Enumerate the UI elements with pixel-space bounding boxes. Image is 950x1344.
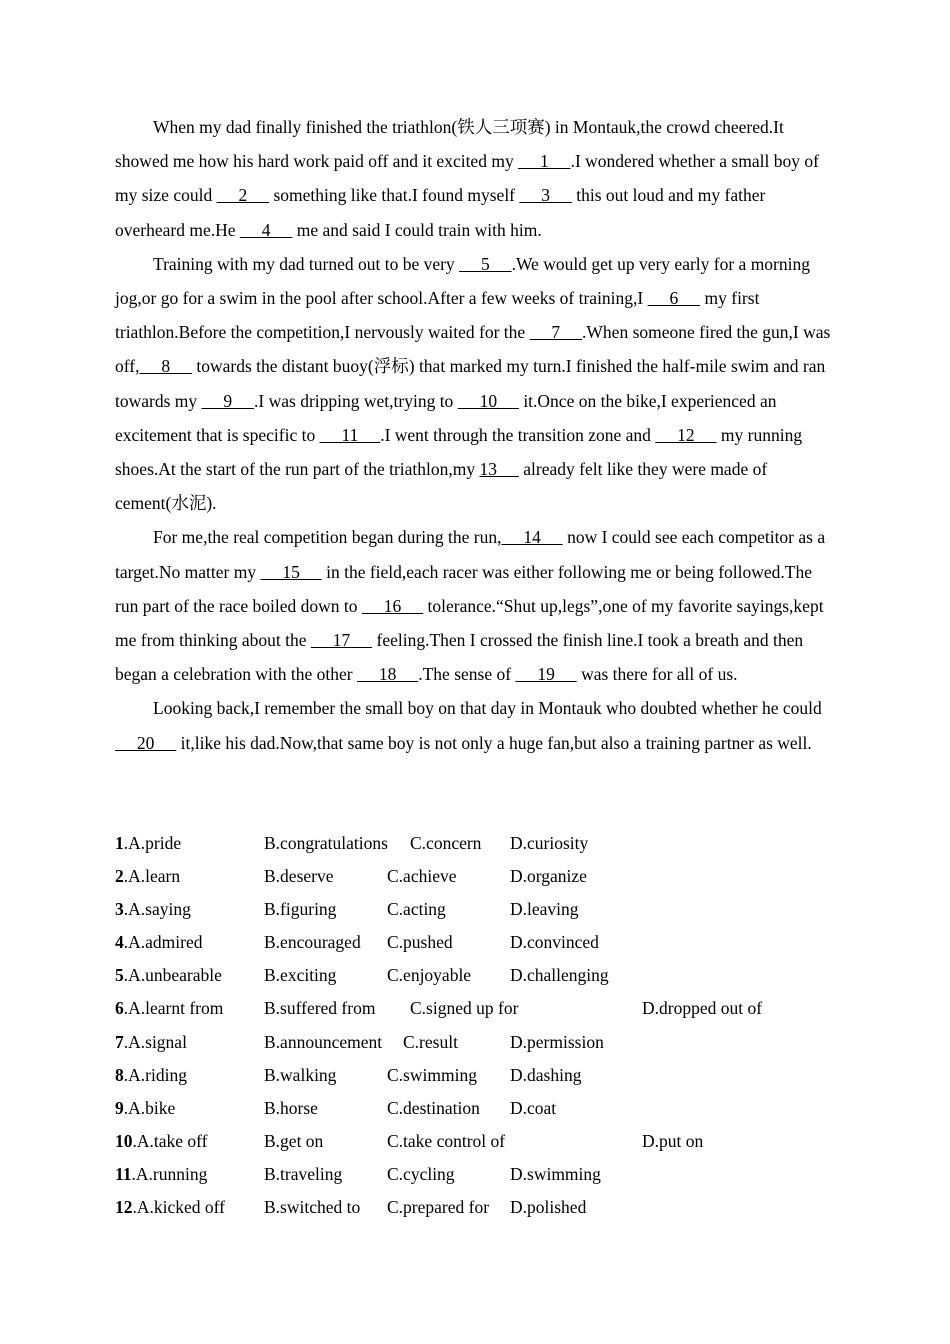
passage-text: .I went through the transition zone and xyxy=(380,424,656,445)
option-d: D.swimming xyxy=(510,1163,601,1184)
option-b: B.horse xyxy=(264,1097,318,1118)
option-c: C.take control of xyxy=(387,1130,506,1151)
question-number: 8 xyxy=(115,1064,124,1085)
answer-blank: 12 xyxy=(655,424,717,445)
option-b: B.get on xyxy=(264,1130,324,1151)
option-d: D.leaving xyxy=(510,899,579,920)
option-c: C.destination xyxy=(387,1097,480,1118)
passage-text: this out loud and my father overheard me.He xyxy=(115,185,766,240)
question-number: 6 xyxy=(115,998,124,1019)
passage-text: When my dad finally finished the triathlon(铁人三项赛) in Montauk,the crowd cheered.It showed me how his hard work paid off and it excited my xyxy=(115,117,784,172)
answer-blank: 13 xyxy=(479,459,519,480)
paragraph-1 xyxy=(115,110,835,247)
answer-blank: 10 xyxy=(457,390,519,411)
question-row xyxy=(115,1191,835,1224)
answer-blank: 1 xyxy=(518,151,571,172)
answer-blank: 5 xyxy=(459,253,512,274)
option-a xyxy=(115,893,191,926)
option-a xyxy=(115,1125,208,1158)
passage-text: towards the distant buoy(浮标) that marked my turn.I finished the half-mile swim and ran towards my xyxy=(115,356,826,411)
question-row xyxy=(115,926,835,959)
passage-text: .I was dripping wet,trying to xyxy=(254,390,458,411)
question-number: 5 xyxy=(115,965,124,986)
option-c: C.achieve xyxy=(387,866,457,887)
question-number: 2 xyxy=(115,866,124,887)
option-c: C.acting xyxy=(387,899,446,920)
option-c: C.cycling xyxy=(387,1163,455,1184)
question-number: 7 xyxy=(115,1031,124,1052)
answer-blank: 16 xyxy=(361,595,424,616)
option-c: C.swimming xyxy=(387,1064,477,1085)
answer-options xyxy=(115,827,835,1224)
passage-text: it.Once on the bike,I experienced an excitement that is specific to xyxy=(115,390,777,445)
passage-text: tolerance.“Shut up,legs”,one of my favorite sayings,kept me from thinking about the xyxy=(115,595,824,651)
answer-blank: 19 xyxy=(515,664,577,685)
passage-text: Training with my dad turned out to be very xyxy=(153,253,460,274)
passage-text: was there for all of us. xyxy=(576,664,738,685)
answer-blank: 3 xyxy=(519,185,572,206)
option-b: B.announcement xyxy=(264,1031,383,1052)
option-a xyxy=(115,1026,187,1059)
question-number: 3 xyxy=(115,899,124,920)
passage-text: already felt like they were made of cement(水泥). xyxy=(115,459,768,514)
option-a-text: .A.bike xyxy=(123,1097,176,1118)
option-b: B.figuring xyxy=(264,899,337,920)
option-a xyxy=(115,1191,225,1224)
question-row xyxy=(115,1125,835,1158)
question-row xyxy=(115,827,835,860)
option-d: D.permission xyxy=(510,1031,604,1052)
option-a xyxy=(115,860,180,893)
question-row xyxy=(115,1026,835,1059)
option-c: C.enjoyable xyxy=(387,965,472,986)
answer-blank: 2 xyxy=(216,185,270,206)
passage-text: in the field,each racer was either following me or being followed.The run part of the race boiled down to xyxy=(115,561,813,616)
passage-text: .I wondered whether a small boy of my size could xyxy=(115,151,819,206)
option-a-text: .A.running xyxy=(131,1163,208,1184)
question-row xyxy=(115,860,835,893)
passage-text: something like that.I found myself xyxy=(269,185,520,206)
answer-blank: 14 xyxy=(501,527,563,548)
option-a-text: .A.learnt from xyxy=(123,998,224,1019)
option-b: B.traveling xyxy=(264,1163,343,1184)
option-a xyxy=(115,926,202,959)
option-d: D.challenging xyxy=(510,965,609,986)
passage-text: feeling.Then I crossed the finish line.I took a breath and then began a celebration with the other xyxy=(115,630,804,685)
option-d: D.curiosity xyxy=(510,833,589,853)
question-row xyxy=(115,893,835,926)
passage-text: it,like his dad.Now,that same boy is not only a huge fan,but also a training partner as well. xyxy=(176,732,812,753)
option-d: D.polished xyxy=(510,1197,587,1218)
option-a-text: .A.riding xyxy=(123,1064,187,1085)
passage-text: Looking back,I remember the small boy on that day in Montauk who doubted whether he could xyxy=(153,698,822,719)
option-b: B.walking xyxy=(264,1064,337,1085)
option-a-text: .A.admired xyxy=(123,932,203,953)
question-number: 9 xyxy=(115,1097,124,1118)
paragraph-3 xyxy=(115,520,835,691)
option-a-text: .A.pride xyxy=(123,833,182,853)
option-a-text: .A.unbearable xyxy=(123,965,222,986)
option-c: C.signed up for xyxy=(410,998,519,1019)
option-c: C.concern xyxy=(410,833,482,853)
option-a-text: .A.take off xyxy=(132,1130,208,1151)
option-a-text: .A.signal xyxy=(123,1031,187,1052)
option-d: D.put on xyxy=(642,1130,704,1151)
answer-blank: 20 xyxy=(115,732,177,753)
option-c: C.prepared for xyxy=(387,1197,490,1218)
option-b: B.exciting xyxy=(264,965,337,986)
option-a xyxy=(115,1059,187,1092)
question-number: 12 xyxy=(115,1197,133,1218)
passage-text: me and said I could train with him. xyxy=(292,219,542,240)
paragraph-4 xyxy=(115,691,835,759)
answer-blank: 6 xyxy=(647,288,701,309)
option-a xyxy=(115,959,222,992)
answer-blank: 11 xyxy=(319,424,381,445)
option-b: B.switched to xyxy=(264,1197,361,1218)
answer-blank: 18 xyxy=(356,664,419,685)
question-row xyxy=(115,992,835,1025)
option-a-text: .A.saying xyxy=(123,899,191,920)
option-c: C.result xyxy=(403,1031,458,1052)
passage-text: my first triathlon.Before the competition,I nervously waited for the xyxy=(115,288,760,343)
question-row xyxy=(115,1059,835,1092)
question-number: 11 xyxy=(115,1163,132,1184)
question-number: 4 xyxy=(115,932,124,953)
question-number: 10 xyxy=(115,1130,133,1151)
option-a xyxy=(115,1092,175,1125)
cloze-passage xyxy=(115,110,835,760)
answer-blank: 17 xyxy=(310,630,373,651)
option-b: B.deserve xyxy=(264,866,334,887)
question-row xyxy=(115,1158,835,1191)
option-a-text: .A.learn xyxy=(123,866,181,887)
option-d: D.organize xyxy=(510,866,587,887)
paragraph-2 xyxy=(115,247,835,521)
option-b: B.suffered from xyxy=(264,998,376,1019)
answer-blank: 9 xyxy=(201,390,255,411)
question-row xyxy=(115,1092,835,1125)
option-a xyxy=(115,1158,207,1191)
question-number: 1 xyxy=(115,833,124,853)
passage-text: .We would get up very early for a morning jog,or go for a swim in the pool after school.After a few weeks of training,I xyxy=(115,253,810,309)
option-b: B.encouraged xyxy=(264,932,361,953)
option-c: C.pushed xyxy=(387,932,453,953)
option-d: D.convinced xyxy=(510,932,599,953)
answer-blank: 8 xyxy=(139,356,192,377)
passage-text: now I could see each competitor as a target.No matter my xyxy=(115,527,826,582)
answer-blank: 15 xyxy=(260,561,322,582)
passage-text: .When someone fired the gun,I was off, xyxy=(115,322,831,377)
option-a xyxy=(115,827,181,860)
option-a xyxy=(115,992,223,1025)
option-b: B.congratulations xyxy=(264,833,388,853)
question-row xyxy=(115,959,835,992)
answer-blank: 7 xyxy=(529,322,583,343)
passage-text: .The sense of xyxy=(418,664,516,685)
answer-blank: 4 xyxy=(239,219,293,240)
option-d: D.dashing xyxy=(510,1064,582,1085)
option-d: D.coat xyxy=(510,1097,557,1118)
passage-text: my running shoes.At the start of the run part of the triathlon,my xyxy=(115,424,803,480)
passage-text: For me,the real competition began during the run, xyxy=(153,527,502,548)
option-a-text: .A.kicked off xyxy=(132,1197,225,1218)
option-d: D.dropped out of xyxy=(642,998,763,1019)
